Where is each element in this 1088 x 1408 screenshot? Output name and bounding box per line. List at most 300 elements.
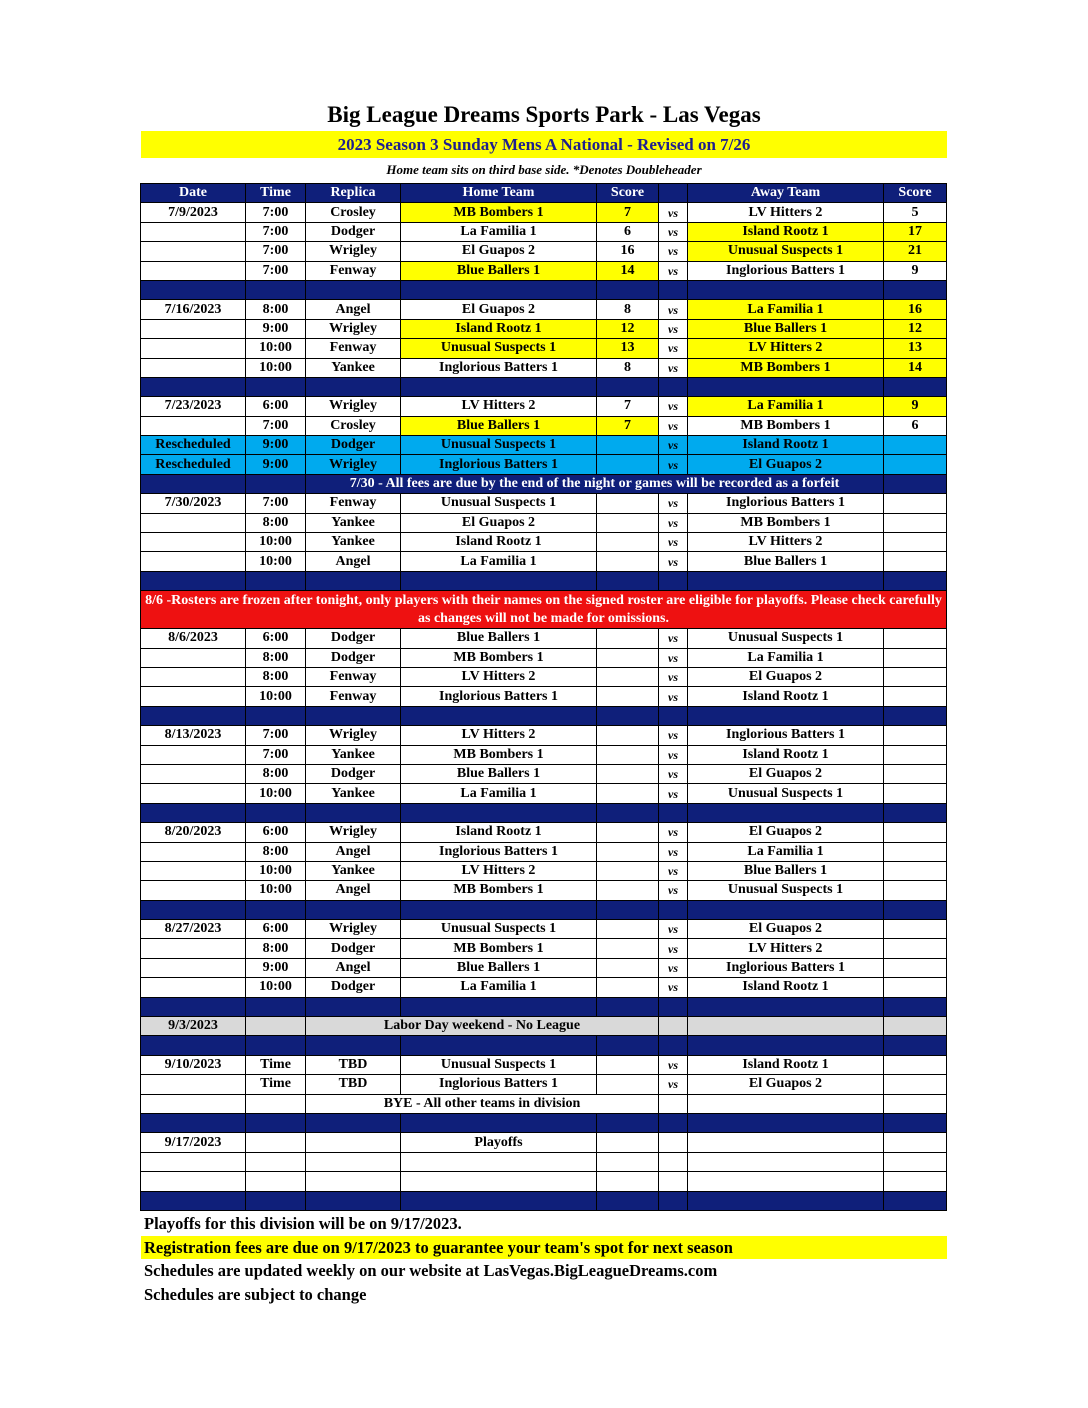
time-cell: 6:00 — [246, 397, 306, 416]
game-row — [141, 648, 947, 667]
home-score-cell — [597, 629, 659, 648]
separator-cell — [246, 1036, 306, 1055]
separator-cell — [141, 377, 246, 396]
date-cell — [141, 648, 246, 667]
replica-cell: Fenway — [306, 339, 401, 358]
away-team-cell: MB Bombers 1 — [688, 358, 884, 377]
separator-row — [141, 997, 947, 1016]
separator-cell — [401, 706, 597, 725]
home-team-cell: Blue Ballers 1 — [401, 764, 597, 783]
away-score-cell — [884, 1172, 947, 1191]
vs-cell: vs — [659, 533, 688, 552]
separator-cell — [659, 706, 688, 725]
home-score-cell — [597, 842, 659, 861]
separator-cell — [401, 571, 597, 590]
separator-row — [141, 900, 947, 919]
separator-cell — [688, 1191, 884, 1210]
separator-cell — [597, 571, 659, 590]
separator-cell — [306, 1191, 401, 1210]
vs-cell: vs — [659, 629, 688, 648]
home-score-cell — [597, 648, 659, 667]
home-score-cell: 14 — [597, 261, 659, 280]
replica-cell: Fenway — [306, 687, 401, 706]
home-score-cell: 7 — [597, 416, 659, 435]
home-team-cell: Blue Ballers 1 — [401, 958, 597, 977]
home-score-cell — [597, 939, 659, 958]
replica-cell: Angel — [306, 552, 401, 571]
time-cell: 9:00 — [246, 319, 306, 338]
away-team-cell: Island Rootz 1 — [688, 978, 884, 997]
separator-cell — [884, 1036, 947, 1055]
away-team-cell: El Guapos 2 — [688, 920, 884, 939]
home-team-note: Home team sits on third base side. *Denotes Doubleheader — [386, 162, 702, 177]
vs-cell: vs — [659, 358, 688, 377]
game-row — [141, 261, 947, 280]
home-score-cell: 8 — [597, 300, 659, 319]
away-score-cell — [884, 939, 947, 958]
time-cell: 10:00 — [246, 861, 306, 880]
game-row — [141, 1055, 947, 1074]
away-score-cell: 12 — [884, 319, 947, 338]
roster-notice-row — [141, 591, 947, 629]
separator-cell — [688, 571, 884, 590]
away-team-cell: Unusual Suspects 1 — [688, 242, 884, 261]
replica-cell: Crosley — [306, 203, 401, 222]
time-cell: 7:00 — [246, 242, 306, 261]
away-team-cell: MB Bombers 1 — [688, 513, 884, 532]
date-cell — [141, 552, 246, 571]
separator-cell — [401, 377, 597, 396]
vs-cell: vs — [659, 1075, 688, 1094]
replica-cell: Wrigley — [306, 920, 401, 939]
separator-cell — [597, 706, 659, 725]
separator-cell — [246, 474, 306, 493]
game-row — [141, 978, 947, 997]
replica-cell: Wrigley — [306, 397, 401, 416]
home-score-cell — [597, 552, 659, 571]
date-cell — [141, 358, 246, 377]
separator-cell — [884, 474, 947, 493]
away-score-cell — [884, 958, 947, 977]
date-cell: 8/27/2023 — [141, 920, 246, 939]
time-cell: 7:00 — [246, 494, 306, 513]
time-cell: 6:00 — [246, 823, 306, 842]
time-cell: Time — [246, 1055, 306, 1074]
time-cell: 10:00 — [246, 339, 306, 358]
replica-cell: Wrigley — [306, 455, 401, 474]
vs-cell: vs — [659, 261, 688, 280]
vs-cell: vs — [659, 455, 688, 474]
separator-cell — [401, 900, 597, 919]
time-cell: 8:00 — [246, 300, 306, 319]
separator-cell — [306, 377, 401, 396]
vs-cell — [659, 1152, 688, 1171]
page-title: Big League Dreams Sports Park - Las Vegas — [327, 102, 761, 127]
home-team-cell: Inglorious Batters 1 — [401, 1075, 597, 1094]
away-score-cell — [884, 1017, 947, 1036]
footer-line: Registration fees are due on 9/17/2023 to guarantee your team's spot for next season — [141, 1236, 947, 1260]
home-score-cell — [597, 764, 659, 783]
away-score-cell — [884, 648, 947, 667]
away-score-cell — [884, 533, 947, 552]
vs-cell: vs — [659, 319, 688, 338]
vs-cell: vs — [659, 920, 688, 939]
away-score-cell — [884, 1075, 947, 1094]
separator-cell — [401, 1191, 597, 1210]
replica-cell: Fenway — [306, 494, 401, 513]
home-score-cell: 12 — [597, 319, 659, 338]
home-score-cell: 16 — [597, 242, 659, 261]
game-row — [141, 552, 947, 571]
header-row — [141, 184, 947, 203]
separator-cell — [306, 900, 401, 919]
home-score-cell — [597, 1172, 659, 1191]
fees-notice: 7/30 - All fees are due by the end of the night or games will be recorded as a forfeit — [306, 474, 884, 493]
game-row — [141, 842, 947, 861]
date-cell — [141, 667, 246, 686]
separator-cell — [884, 997, 947, 1016]
game-row — [141, 416, 947, 435]
time-cell: 10:00 — [246, 784, 306, 803]
separator-cell — [659, 1036, 688, 1055]
time-cell: 8:00 — [246, 939, 306, 958]
date-cell — [141, 513, 246, 532]
vs-cell: vs — [659, 648, 688, 667]
separator-cell — [401, 997, 597, 1016]
home-team-cell: Unusual Suspects 1 — [401, 920, 597, 939]
vs-cell: vs — [659, 687, 688, 706]
game-row — [141, 823, 947, 842]
away-team-cell: La Familia 1 — [688, 842, 884, 861]
game-row — [141, 1075, 947, 1094]
replica-cell — [306, 1133, 401, 1152]
replica-cell: Yankee — [306, 358, 401, 377]
separator-cell — [306, 571, 401, 590]
vs-cell: vs — [659, 1055, 688, 1074]
replica-cell: Angel — [306, 881, 401, 900]
separator-cell — [597, 997, 659, 1016]
date-cell — [141, 978, 246, 997]
no-league-row — [141, 1017, 947, 1036]
roster-notice: 8/6 -Rosters are frozen after tonight, only players with their names on the signed roster are eligible for playoffs. Please check carefully as changes will not be made for omissions. — [141, 591, 947, 629]
game-row — [141, 920, 947, 939]
separator-row — [141, 1113, 947, 1132]
home-score-cell — [597, 533, 659, 552]
away-score-cell: 16 — [884, 300, 947, 319]
away-score-cell: 6 — [884, 416, 947, 435]
separator-cell — [597, 280, 659, 299]
separator-cell — [688, 900, 884, 919]
home-score-cell — [597, 1075, 659, 1094]
date-cell: Rescheduled — [141, 455, 246, 474]
time-cell: 8:00 — [246, 667, 306, 686]
away-score-cell — [884, 726, 947, 745]
separator-cell — [141, 997, 246, 1016]
game-row — [141, 533, 947, 552]
time-cell: 7:00 — [246, 745, 306, 764]
away-score-cell — [884, 745, 947, 764]
date-cell — [141, 861, 246, 880]
home-score-cell — [597, 1152, 659, 1171]
home-team-cell: MB Bombers 1 — [401, 745, 597, 764]
away-score-cell — [884, 436, 947, 455]
home-team-cell: Playoffs — [401, 1133, 597, 1152]
vs-cell: vs — [659, 300, 688, 319]
time-cell: 10:00 — [246, 358, 306, 377]
replica-cell: Yankee — [306, 745, 401, 764]
date-cell — [141, 1075, 246, 1094]
vs-cell: vs — [659, 861, 688, 880]
vs-cell: vs — [659, 416, 688, 435]
game-row — [141, 339, 947, 358]
home-score-cell: 13 — [597, 339, 659, 358]
bye-notice: BYE - All other teams in division — [306, 1094, 659, 1113]
date-cell — [141, 939, 246, 958]
away-team-cell: Island Rootz 1 — [688, 436, 884, 455]
date-cell — [141, 764, 246, 783]
separator-cell — [597, 1113, 659, 1132]
separator-cell — [597, 803, 659, 822]
separator-cell — [597, 1191, 659, 1210]
separator-cell — [688, 997, 884, 1016]
separator-cell — [141, 571, 246, 590]
game-row — [141, 494, 947, 513]
replica-cell: Dodger — [306, 764, 401, 783]
game-row — [141, 726, 947, 745]
replica-cell: Yankee — [306, 861, 401, 880]
home-score-cell — [597, 513, 659, 532]
date-cell — [141, 842, 246, 861]
time-cell: 10:00 — [246, 881, 306, 900]
game-row — [141, 745, 947, 764]
replica-cell: Wrigley — [306, 823, 401, 842]
time-cell: 7:00 — [246, 261, 306, 280]
time-cell: 10:00 — [246, 552, 306, 571]
home-team-cell: Inglorious Batters 1 — [401, 358, 597, 377]
vs-cell — [659, 1172, 688, 1191]
game-row — [141, 1133, 947, 1152]
home-score-cell — [597, 1055, 659, 1074]
away-team-cell — [688, 1172, 884, 1191]
time-cell: 8:00 — [246, 842, 306, 861]
vs-cell: vs — [659, 436, 688, 455]
separator-cell — [306, 1036, 401, 1055]
game-row — [141, 1172, 947, 1191]
home-score-cell: 7 — [597, 203, 659, 222]
date-cell: 9/17/2023 — [141, 1133, 246, 1152]
away-score-cell — [884, 861, 947, 880]
date-cell — [141, 1172, 246, 1191]
away-score-cell: 5 — [884, 203, 947, 222]
game-row — [141, 629, 947, 648]
home-team-cell: MB Bombers 1 — [401, 939, 597, 958]
separator-cell — [246, 900, 306, 919]
separator-cell — [688, 803, 884, 822]
separator-cell — [884, 280, 947, 299]
separator-row — [141, 571, 947, 590]
time-cell: Time — [246, 1075, 306, 1094]
vs-cell: vs — [659, 958, 688, 977]
home-score-cell — [597, 823, 659, 842]
separator-cell — [246, 377, 306, 396]
time-cell — [246, 1133, 306, 1152]
replica-cell: Dodger — [306, 648, 401, 667]
game-row — [141, 939, 947, 958]
vs-cell: vs — [659, 881, 688, 900]
away-team-cell: Island Rootz 1 — [688, 1055, 884, 1074]
home-team-cell: La Familia 1 — [401, 784, 597, 803]
home-score-cell: 7 — [597, 397, 659, 416]
date-cell: 9/3/2023 — [141, 1017, 246, 1036]
game-row — [141, 242, 947, 261]
home-team-cell: El Guapos 2 — [401, 513, 597, 532]
away-score-cell: 9 — [884, 397, 947, 416]
separator-cell — [659, 280, 688, 299]
away-team-cell: Inglorious Batters 1 — [688, 726, 884, 745]
home-team-cell: Island Rootz 1 — [401, 533, 597, 552]
home-team-cell: El Guapos 2 — [401, 300, 597, 319]
replica-cell: Yankee — [306, 513, 401, 532]
home-team-cell: Island Rootz 1 — [401, 319, 597, 338]
time-cell — [246, 1172, 306, 1191]
vs-cell: vs — [659, 513, 688, 532]
home-score-cell — [597, 687, 659, 706]
away-team-cell — [688, 1017, 884, 1036]
away-team-cell: LV Hitters 2 — [688, 339, 884, 358]
vs-cell: vs — [659, 494, 688, 513]
time-cell: 10:00 — [246, 533, 306, 552]
schedule-table — [140, 183, 947, 1211]
away-score-cell — [884, 784, 947, 803]
date-cell: 7/30/2023 — [141, 494, 246, 513]
home-team-cell: Unusual Suspects 1 — [401, 494, 597, 513]
away-score-cell — [884, 687, 947, 706]
separator-cell — [141, 280, 246, 299]
home-team-cell: MB Bombers 1 — [401, 203, 597, 222]
separator-cell — [659, 900, 688, 919]
home-team-cell: Island Rootz 1 — [401, 823, 597, 842]
away-team-cell: Inglorious Batters 1 — [688, 261, 884, 280]
time-cell: 7:00 — [246, 726, 306, 745]
replica-cell: Wrigley — [306, 242, 401, 261]
separator-cell — [141, 1191, 246, 1210]
date-cell — [141, 745, 246, 764]
away-score-cell: 9 — [884, 261, 947, 280]
vs-cell: vs — [659, 745, 688, 764]
separator-cell — [884, 571, 947, 590]
vs-cell: vs — [659, 784, 688, 803]
replica-cell: Dodger — [306, 939, 401, 958]
game-row — [141, 881, 947, 900]
home-team-cell: MB Bombers 1 — [401, 648, 597, 667]
date-cell: Rescheduled — [141, 436, 246, 455]
game-row — [141, 861, 947, 880]
separator-cell — [246, 803, 306, 822]
separator-cell — [306, 997, 401, 1016]
separator-cell — [141, 803, 246, 822]
away-score-cell: 14 — [884, 358, 947, 377]
home-team-cell: Inglorious Batters 1 — [401, 687, 597, 706]
separator-cell — [659, 803, 688, 822]
vs-cell: vs — [659, 339, 688, 358]
away-team-cell: El Guapos 2 — [688, 823, 884, 842]
separator-cell — [246, 571, 306, 590]
home-team-cell — [401, 1172, 597, 1191]
home-team-cell: La Familia 1 — [401, 978, 597, 997]
separator-cell — [688, 280, 884, 299]
separator-row — [141, 706, 947, 725]
game-row — [141, 513, 947, 532]
date-cell — [141, 1094, 246, 1113]
replica-cell — [306, 1152, 401, 1171]
away-team-cell: El Guapos 2 — [688, 1075, 884, 1094]
home-team-cell: Blue Ballers 1 — [401, 416, 597, 435]
home-team-cell: LV Hitters 2 — [401, 861, 597, 880]
date-cell: 8/13/2023 — [141, 726, 246, 745]
separator-cell — [246, 997, 306, 1016]
date-cell — [141, 222, 246, 241]
date-cell — [141, 261, 246, 280]
away-score-cell — [884, 513, 947, 532]
separator-cell — [401, 280, 597, 299]
away-team-cell: Island Rootz 1 — [688, 222, 884, 241]
separator-cell — [141, 706, 246, 725]
replica-cell: Dodger — [306, 629, 401, 648]
separator-cell — [884, 1113, 947, 1132]
footer-line: Schedules are subject to change — [144, 1284, 367, 1304]
replica-cell: Yankee — [306, 784, 401, 803]
separator-row — [141, 803, 947, 822]
replica-cell — [306, 1172, 401, 1191]
date-cell: 8/6/2023 — [141, 629, 246, 648]
game-row — [141, 958, 947, 977]
replica-cell: Fenway — [306, 667, 401, 686]
header-date: Date — [141, 184, 246, 203]
away-team-cell: Blue Ballers 1 — [688, 319, 884, 338]
date-cell — [141, 533, 246, 552]
home-score-cell — [597, 494, 659, 513]
home-score-cell — [597, 455, 659, 474]
time-cell: 9:00 — [246, 455, 306, 474]
home-team-cell: MB Bombers 1 — [401, 881, 597, 900]
header-home-team: Home Team — [401, 184, 597, 203]
replica-cell: Angel — [306, 300, 401, 319]
separator-row — [141, 1191, 947, 1210]
separator-cell — [306, 803, 401, 822]
home-team-cell — [401, 1152, 597, 1171]
away-score-cell — [884, 1152, 947, 1171]
away-team-cell: La Familia 1 — [688, 648, 884, 667]
away-score-cell — [884, 764, 947, 783]
away-team-cell: El Guapos 2 — [688, 667, 884, 686]
vs-cell: vs — [659, 242, 688, 261]
header-away-score: Score — [884, 184, 947, 203]
home-score-cell: 6 — [597, 222, 659, 241]
vs-cell: vs — [659, 552, 688, 571]
game-row — [141, 455, 947, 474]
home-score-cell — [597, 745, 659, 764]
replica-cell: Yankee — [306, 533, 401, 552]
footer-notes — [141, 1212, 947, 1306]
game-row — [141, 222, 947, 241]
header-away-team: Away Team — [688, 184, 884, 203]
home-team-cell: Inglorious Batters 1 — [401, 455, 597, 474]
vs-cell — [659, 1017, 688, 1036]
separator-cell — [306, 706, 401, 725]
replica-cell: Dodger — [306, 436, 401, 455]
away-score-cell — [884, 881, 947, 900]
replica-cell: Wrigley — [306, 319, 401, 338]
